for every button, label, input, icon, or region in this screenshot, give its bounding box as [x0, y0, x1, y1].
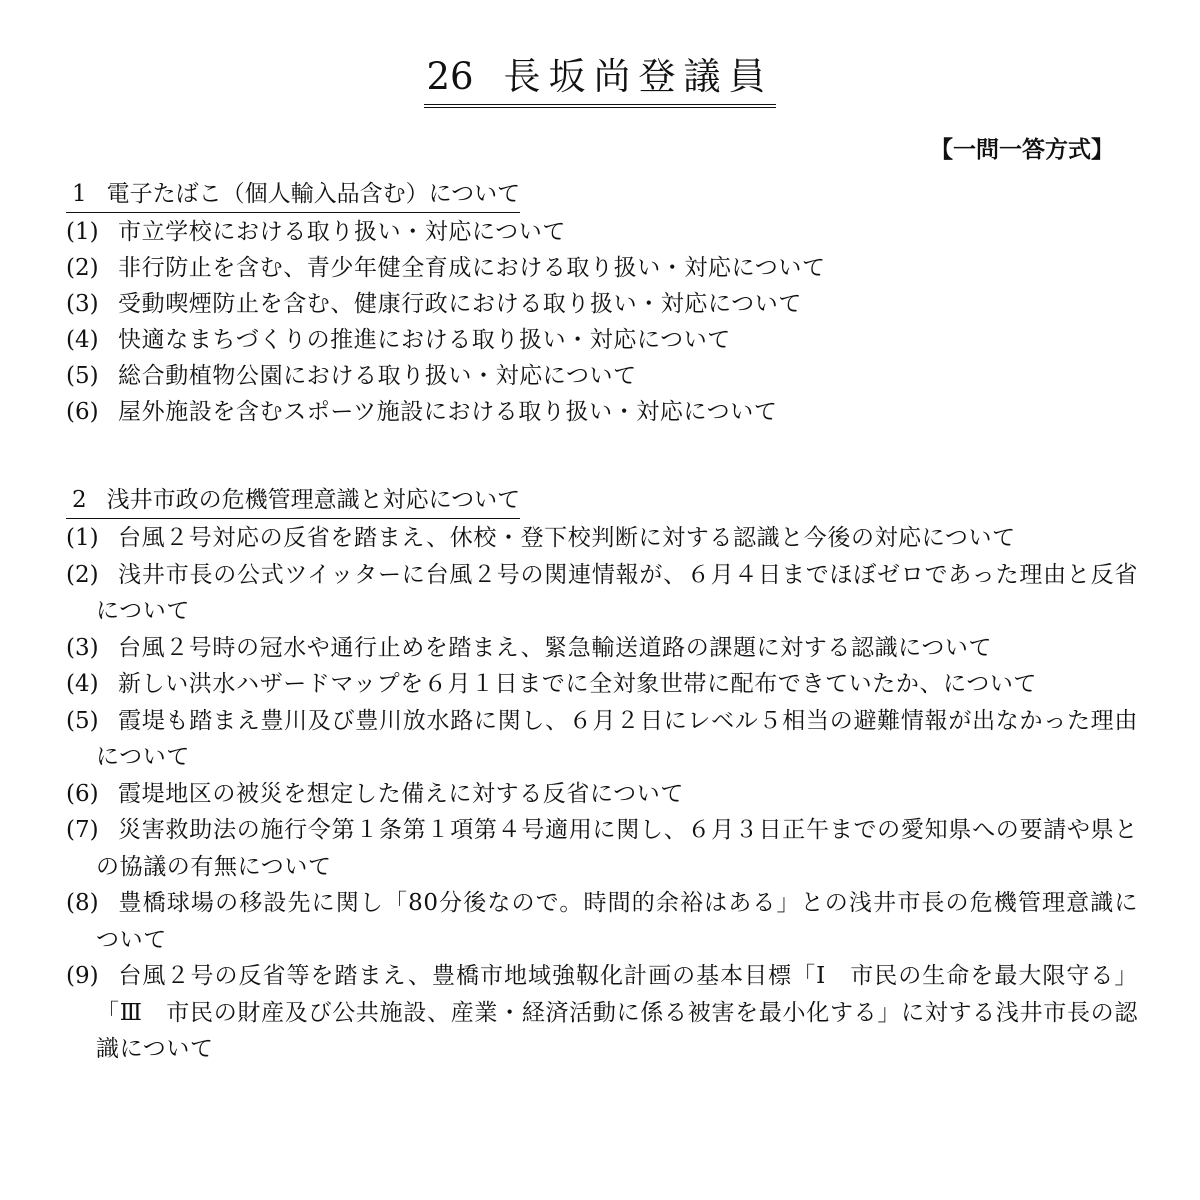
item-text: 台風２号の反省等を踏まえ、豊橋市地域強靱化計画の基本目標「Ⅰ 市民の生命を最大限守る」「Ⅲ 市民の財産及び公共施設、産業・経済活動に係る被害を最小化する」に対する浅井市長の認識について: [96, 963, 1138, 1062]
list-item: [66, 250, 1138, 286]
section-2: [66, 482, 1138, 1068]
item-number: (2): [66, 561, 99, 588]
item-text: 総合動植物公園における取り扱い・対応について: [118, 363, 637, 389]
item-number: (7): [66, 817, 99, 843]
item-number: (8): [66, 890, 99, 916]
item-number: (3): [66, 634, 99, 661]
list-item: [66, 666, 1138, 703]
list-item: [66, 885, 1138, 958]
title-name: 長坂尚登議員: [503, 55, 774, 98]
list-item: [66, 958, 1138, 1068]
list-item: [66, 322, 1138, 358]
item-number: (6): [66, 780, 99, 807]
page-title: [0, 52, 1200, 108]
list-item: [66, 812, 1138, 885]
section-heading: [66, 482, 520, 519]
section-1: [66, 176, 1138, 430]
page-title-underlined: [424, 52, 775, 108]
list-item: [66, 214, 1138, 250]
section-title: 浅井市政の危機管理意識と対応について: [106, 487, 521, 513]
item-text: 受動喫煙防止を含む、健康行政における取り扱い・対応について: [118, 291, 802, 317]
list-item: [66, 358, 1138, 394]
item-number: (3): [66, 291, 99, 317]
list-item: [66, 286, 1138, 322]
section-number: 2: [72, 487, 87, 513]
list-item: [66, 703, 1138, 776]
section-heading: [66, 176, 520, 213]
item-text: 台風２号対応の反省を踏まえ、休校・登下校判断に対する認識と今後の対応について: [118, 525, 1016, 551]
list-item: [66, 520, 1138, 557]
section-number: 1: [72, 181, 87, 207]
item-number: (9): [66, 963, 99, 989]
item-text: 霞堤地区の被災を想定した備えに対する反省について: [118, 780, 684, 807]
item-text: 豊橋球場の移設先に関し「80分後なので。時間的余裕はある」との浅井市長の危機管理意識について: [96, 890, 1138, 953]
item-text: 災害救助法の施行令第１条第１項第４号適用に関し、６月３日正午までの愛知県への要請や県との協議の有無について: [96, 817, 1138, 880]
question-format-label: 【一問一答方式】: [930, 137, 1114, 163]
list-item: [66, 557, 1138, 630]
section-title: 電子たばこ（個人輸入品含む）について: [106, 181, 521, 207]
item-number: (1): [66, 525, 99, 551]
item-number: (2): [66, 255, 99, 281]
list-item: [66, 394, 1138, 430]
list-item: [66, 630, 1138, 667]
item-text: 台風２号時の冠水や通行止めを踏まえ、緊急輸送道路の課題に対する認識について: [118, 634, 993, 661]
item-text: 非行防止を含む、青少年健全育成における取り扱い・対応について: [118, 255, 826, 281]
item-number: (5): [66, 707, 99, 734]
item-number: (1): [66, 219, 99, 245]
item-number: (4): [66, 327, 99, 353]
item-text: 霞堤も踏まえ豊川及び豊川放水路に関し、６月２日にレベル５相当の避難情報が出なかった理由について: [96, 707, 1138, 770]
title-number: 26: [426, 55, 474, 98]
item-text: 浅井市長の公式ツイッターに台風２号の関連情報が、６月４日までほぼゼロであった理由と反省について: [96, 561, 1138, 624]
item-number: (4): [66, 671, 99, 697]
item-text: 新しい洪水ハザードマップを６月１日までに全対象世帯に配布できていたか、について: [118, 671, 1038, 697]
item-number: (5): [66, 363, 99, 389]
list-item: [66, 776, 1138, 813]
item-number: (6): [66, 399, 99, 425]
item-text: 市立学校における取り扱い・対応について: [118, 219, 566, 245]
item-text: 屋外施設を含むスポーツ施設における取り扱い・対応について: [118, 399, 778, 425]
item-text: 快適なまちづくりの推進における取り扱い・対応について: [118, 327, 731, 353]
